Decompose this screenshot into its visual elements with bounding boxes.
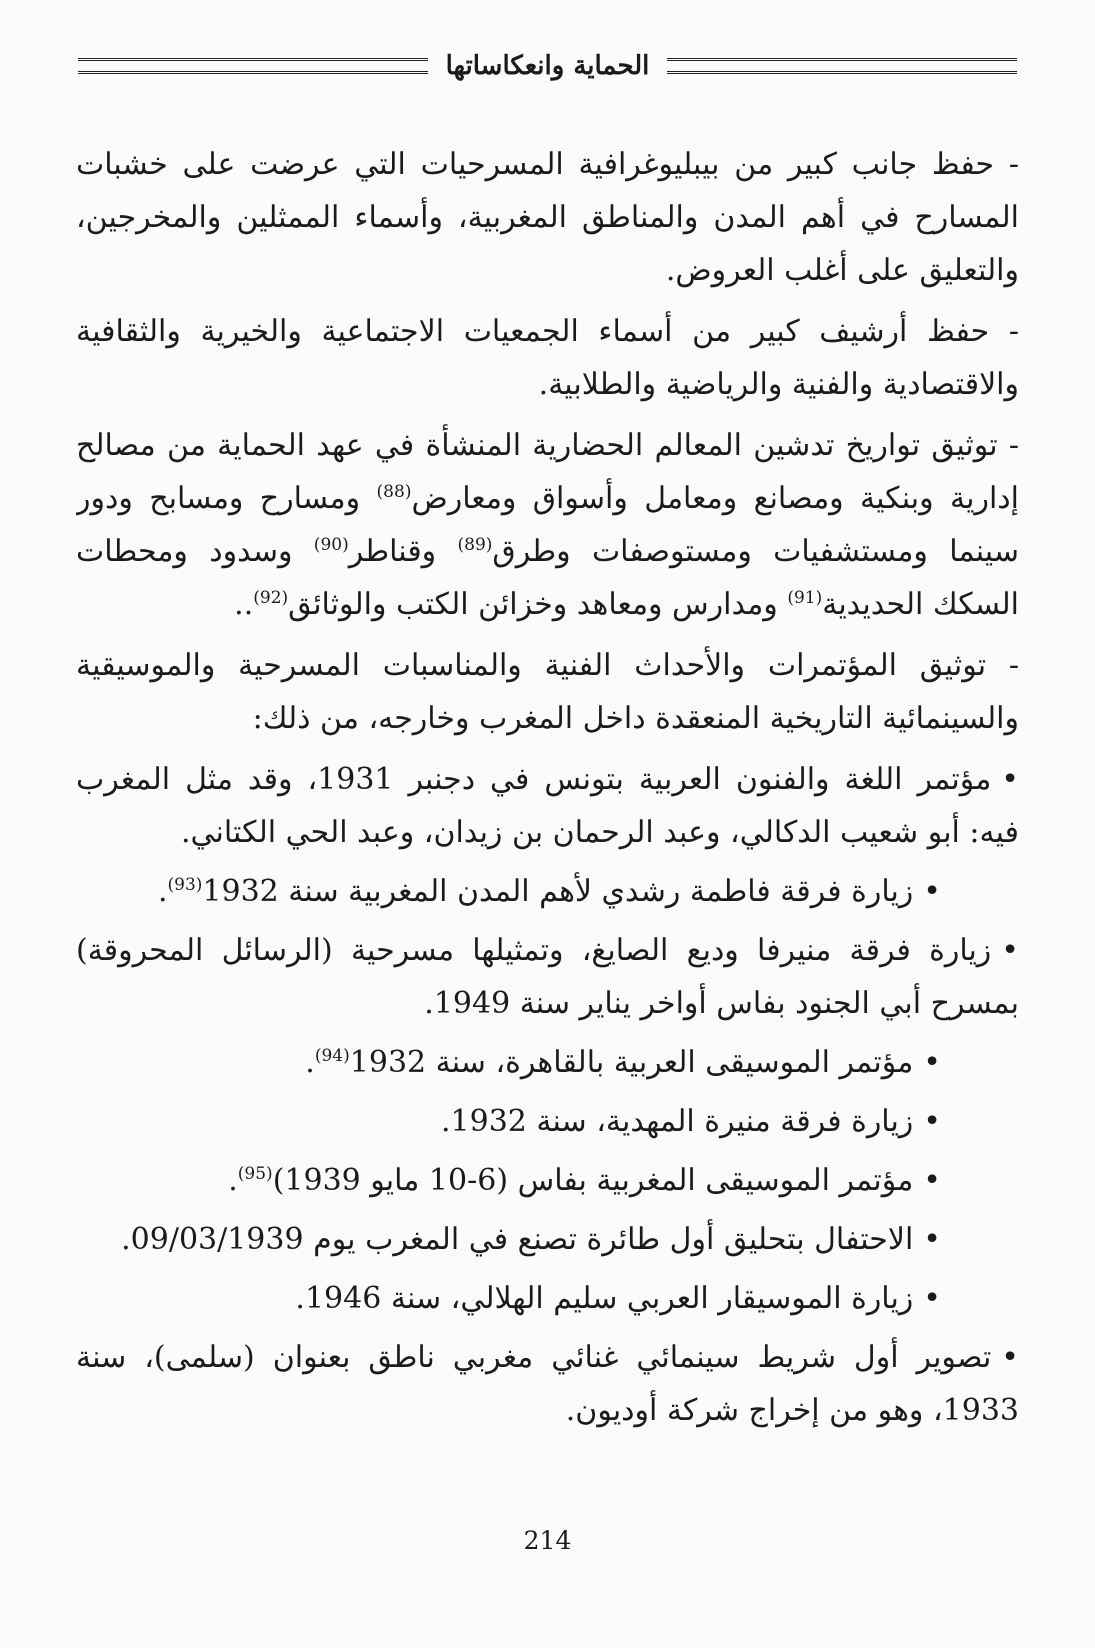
footnote-ref-92: (92) bbox=[253, 588, 289, 608]
bullet-end: . bbox=[157, 874, 168, 909]
footnote-ref-88: (88) bbox=[376, 482, 412, 502]
bullet-icon: • bbox=[923, 1104, 941, 1139]
paragraph-3-part-5: ومدارس ومعاهد وخزائن الكتب والوثائق bbox=[288, 587, 788, 622]
paragraph-3-part-1: - توثيق تواريخ تدشين المعالم الحضارية المنشأة في عهد الحماية من مصالح إدارية وبنكية ومصانع ومعامل وأسواق ومعارض bbox=[76, 428, 1019, 516]
bullet-text: تصوير أول شريط سينمائي غنائي مغربي ناطق بعنوان (سلمى)، سنة 1933، وهو من إخراج شركة أوديون. bbox=[76, 1340, 1019, 1428]
bullet-item bbox=[76, 1213, 1019, 1266]
bullet-icon: • bbox=[923, 874, 941, 909]
paragraph-3-part-4: وسدود ومحطات السكك الحديدية bbox=[76, 534, 1019, 622]
bullet-text: زيارة فرقة منيرفا وديع الصايغ، وتمثيلها مسرحية (الرسائل المحروقة) بمسرح أبي الجنود بفاس أواخر يناير سنة 1949. bbox=[76, 933, 1019, 1021]
footnote-ref-90: (90) bbox=[313, 535, 349, 555]
header-rule-right bbox=[667, 58, 1017, 74]
paragraph-3-part-2: ومسارح ومسابح ودور سينما ومستشفيات ومستوصفات وطرق bbox=[76, 481, 1019, 569]
bullet-text: زيارة الموسيقار العربي سليم الهلالي، سنة 1946. bbox=[295, 1281, 914, 1316]
bullet-icon: • bbox=[923, 1163, 941, 1198]
header-rule-left bbox=[78, 58, 428, 74]
footnote-ref-95: (95) bbox=[237, 1164, 273, 1184]
footnote-ref-91: (91) bbox=[787, 588, 823, 608]
running-head-title: الحماية وانعكاساتها bbox=[445, 51, 650, 81]
paragraph-3 bbox=[76, 419, 1019, 631]
running-header bbox=[78, 46, 1017, 86]
bullet-icon: • bbox=[923, 1045, 941, 1080]
bullet-text: زيارة فرقة منيرة المهدية، سنة 1932. bbox=[440, 1104, 914, 1139]
bullet-text: مؤتمر اللغة والفنون العربية بتونس في دجنبر 1931، وقد مثل المغرب فيه: أبو شعيب الدكالي، وعبد الرحمان بن زيدان، وعبد الحي الكتاني. bbox=[76, 762, 1019, 850]
paragraph-3-part-6: .. bbox=[234, 587, 254, 622]
footnote-ref-94: (94) bbox=[314, 1046, 350, 1066]
bullet-item bbox=[76, 1331, 1019, 1437]
bullet-text: مؤتمر الموسيقى المغربية بفاس (6-10 مايو 1939) bbox=[272, 1163, 914, 1198]
bullet-text: الاحتفال بتحليق أول طائرة تصنع في المغرب يوم 09/03/1939. bbox=[121, 1222, 914, 1257]
paragraph-2: - حفظ أرشيف كبير من أسماء الجمعيات الاجتماعية والخيرية والثقافية والاقتصادية والفنية والرياضية والطلابية. bbox=[76, 314, 1019, 402]
paragraph-4: - توثيق المؤتمرات والأحداث الفنية والمناسبات المسرحية والموسيقية والسينمائية التاريخية المنعقدة داخل المغرب وخارجه، من ذلك: bbox=[76, 648, 1019, 736]
bullet-item bbox=[76, 1272, 1019, 1325]
body-text bbox=[76, 138, 1019, 1538]
bullet-icon: • bbox=[1001, 762, 1019, 797]
bullet-item bbox=[76, 1154, 1019, 1207]
bullet-item bbox=[76, 753, 1019, 859]
paragraph-3-part-3: وقناطر bbox=[348, 534, 458, 569]
bullet-item bbox=[76, 1036, 1019, 1089]
bullet-icon: • bbox=[923, 1281, 941, 1316]
footnote-ref-93: (93) bbox=[167, 875, 203, 895]
bullet-item bbox=[76, 924, 1019, 1030]
bullet-end: . bbox=[305, 1045, 315, 1080]
paragraph-1: - حفظ جانب كبير من بيبليوغرافية المسرحيات التي عرضت على خشبات المسارح في أهم المدن والمناطق المغربية، وأسماء الممثلين والمخرجين، والتعليق على أغلب العروض. bbox=[76, 147, 1019, 288]
bullet-text: مؤتمر الموسيقى العربية بالقاهرة، سنة 1932 bbox=[349, 1045, 914, 1080]
page-number: 214 bbox=[523, 1526, 572, 1555]
bullet-icon: • bbox=[923, 1222, 941, 1257]
bullet-icon: • bbox=[1001, 1340, 1019, 1375]
bullet-icon: • bbox=[1001, 933, 1019, 968]
bullet-item bbox=[76, 1095, 1019, 1148]
bullet-item bbox=[76, 865, 1019, 918]
footnote-ref-89: (89) bbox=[457, 535, 493, 555]
bullet-end: . bbox=[228, 1163, 238, 1198]
bullet-text: زيارة فرقة فاطمة رشدي لأهم المدن المغربية سنة 1932 bbox=[202, 874, 914, 909]
